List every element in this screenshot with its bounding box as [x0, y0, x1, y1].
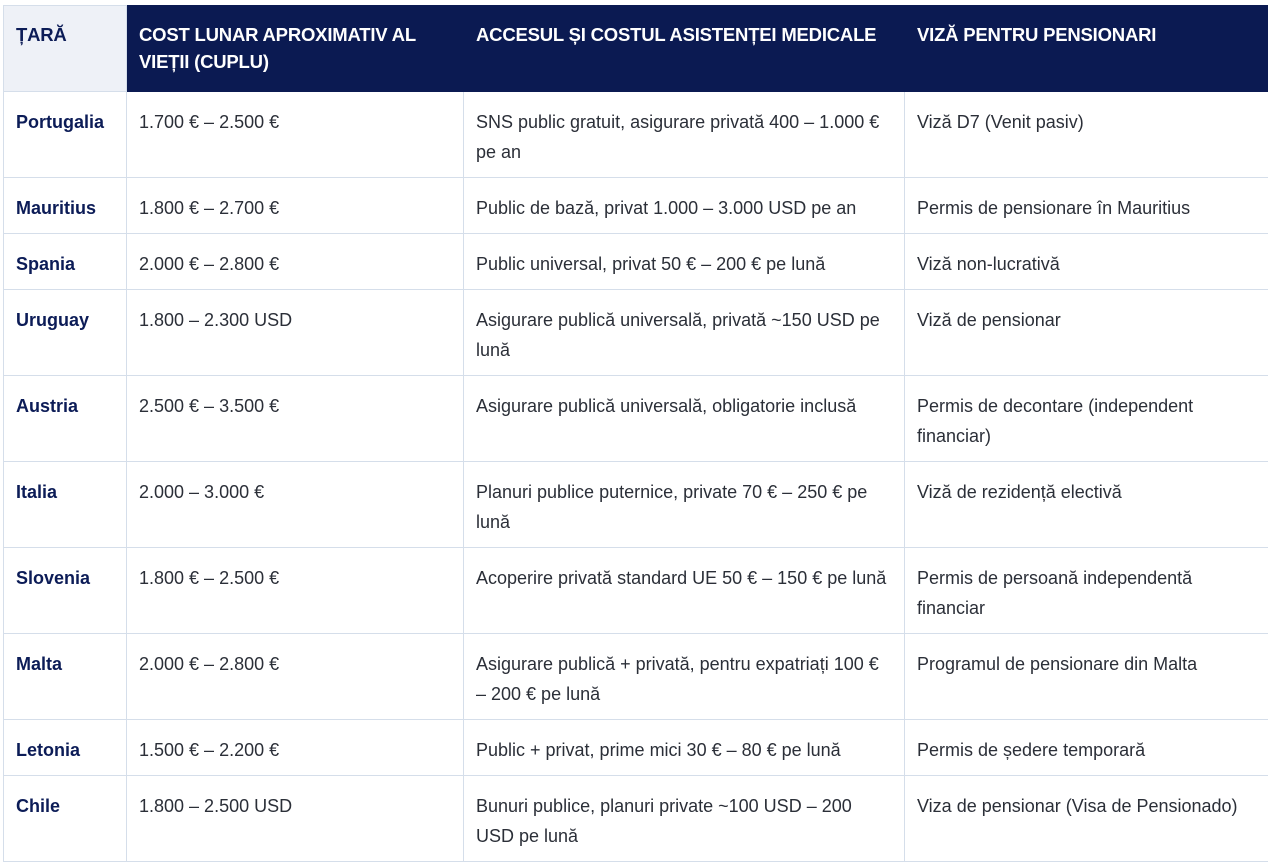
cost-cell: 2.000 € – 2.800 €: [127, 234, 464, 290]
healthcare-cell: Asigurare publică universală, privată ~150 USD pe lună: [464, 290, 905, 376]
table-row: [4, 234, 1268, 290]
cost-cell: 1.800 – 2.300 USD: [127, 290, 464, 376]
table-row: [4, 776, 1268, 862]
healthcare-cell: Public universal, privat 50 € – 200 € pe lună: [464, 234, 905, 290]
cost-cell: 2.000 – 3.000 €: [127, 462, 464, 548]
cost-cell: 2.000 € – 2.800 €: [127, 634, 464, 720]
table-row: [4, 290, 1268, 376]
healthcare-cell: Bunuri publice, planuri private ~100 USD – 200 USD pe lună: [464, 776, 905, 862]
header-country: ȚARĂ: [4, 6, 127, 92]
country-cell: Chile: [4, 776, 127, 862]
cost-cell: 2.500 € – 3.500 €: [127, 376, 464, 462]
healthcare-cell: Public + privat, prime mici 30 € – 80 € pe lună: [464, 720, 905, 776]
country-cell: Portugalia: [4, 92, 127, 178]
visa-cell: Viza de pensionar (Visa de Pensionado): [905, 776, 1268, 862]
table-row: [4, 462, 1268, 548]
visa-cell: Viză D7 (Venit pasiv): [905, 92, 1268, 178]
visa-cell: Viză de rezidență electivă: [905, 462, 1268, 548]
visa-cell: Permis de ședere temporară: [905, 720, 1268, 776]
table-row: [4, 548, 1268, 634]
table-header: [4, 6, 1268, 92]
header-retirement-visa: VIZĂ PENTRU PENSIONARI: [905, 6, 1268, 92]
table-row: [4, 92, 1268, 178]
table-row: [4, 376, 1268, 462]
healthcare-cell: Asigurare publică + privată, pentru expatriați 100 € – 200 € pe lună: [464, 634, 905, 720]
visa-cell: Permis de pensionare în Mauritius: [905, 178, 1268, 234]
table-body: [4, 92, 1268, 862]
table-row: [4, 634, 1268, 720]
country-cell: Uruguay: [4, 290, 127, 376]
visa-cell: Viză de pensionar: [905, 290, 1268, 376]
visa-cell: Viză non-lucrativă: [905, 234, 1268, 290]
country-cell: Spania: [4, 234, 127, 290]
healthcare-cell: Planuri publice puternice, private 70 € – 250 € pe lună: [464, 462, 905, 548]
country-cell: Italia: [4, 462, 127, 548]
header-row: [4, 6, 1268, 92]
visa-cell: Programul de pensionare din Malta: [905, 634, 1268, 720]
healthcare-cell: Asigurare publică universală, obligatorie inclusă: [464, 376, 905, 462]
country-cell: Mauritius: [4, 178, 127, 234]
table-row: [4, 178, 1268, 234]
cost-cell: 1.800 € – 2.700 €: [127, 178, 464, 234]
healthcare-cell: Public de bază, privat 1.000 – 3.000 USD pe an: [464, 178, 905, 234]
healthcare-cell: SNS public gratuit, asigurare privată 400 – 1.000 € pe an: [464, 92, 905, 178]
header-monthly-cost: COST LUNAR APROXIMATIV AL VIEȚII (CUPLU): [127, 6, 464, 92]
country-cell: Austria: [4, 376, 127, 462]
country-cell: Letonia: [4, 720, 127, 776]
visa-cell: Permis de decontare (independent financiar): [905, 376, 1268, 462]
table-row: [4, 720, 1268, 776]
retirement-countries-table: [3, 5, 1268, 862]
visa-cell: Permis de persoană independentă financiar: [905, 548, 1268, 634]
cost-cell: 1.800 – 2.500 USD: [127, 776, 464, 862]
cost-cell: 1.500 € – 2.200 €: [127, 720, 464, 776]
healthcare-cell: Acoperire privată standard UE 50 € – 150 € pe lună: [464, 548, 905, 634]
header-healthcare: ACCESUL ȘI COSTUL ASISTENȚEI MEDICALE: [464, 6, 905, 92]
cost-cell: 1.700 € – 2.500 €: [127, 92, 464, 178]
cost-cell: 1.800 € – 2.500 €: [127, 548, 464, 634]
country-cell: Slovenia: [4, 548, 127, 634]
country-cell: Malta: [4, 634, 127, 720]
